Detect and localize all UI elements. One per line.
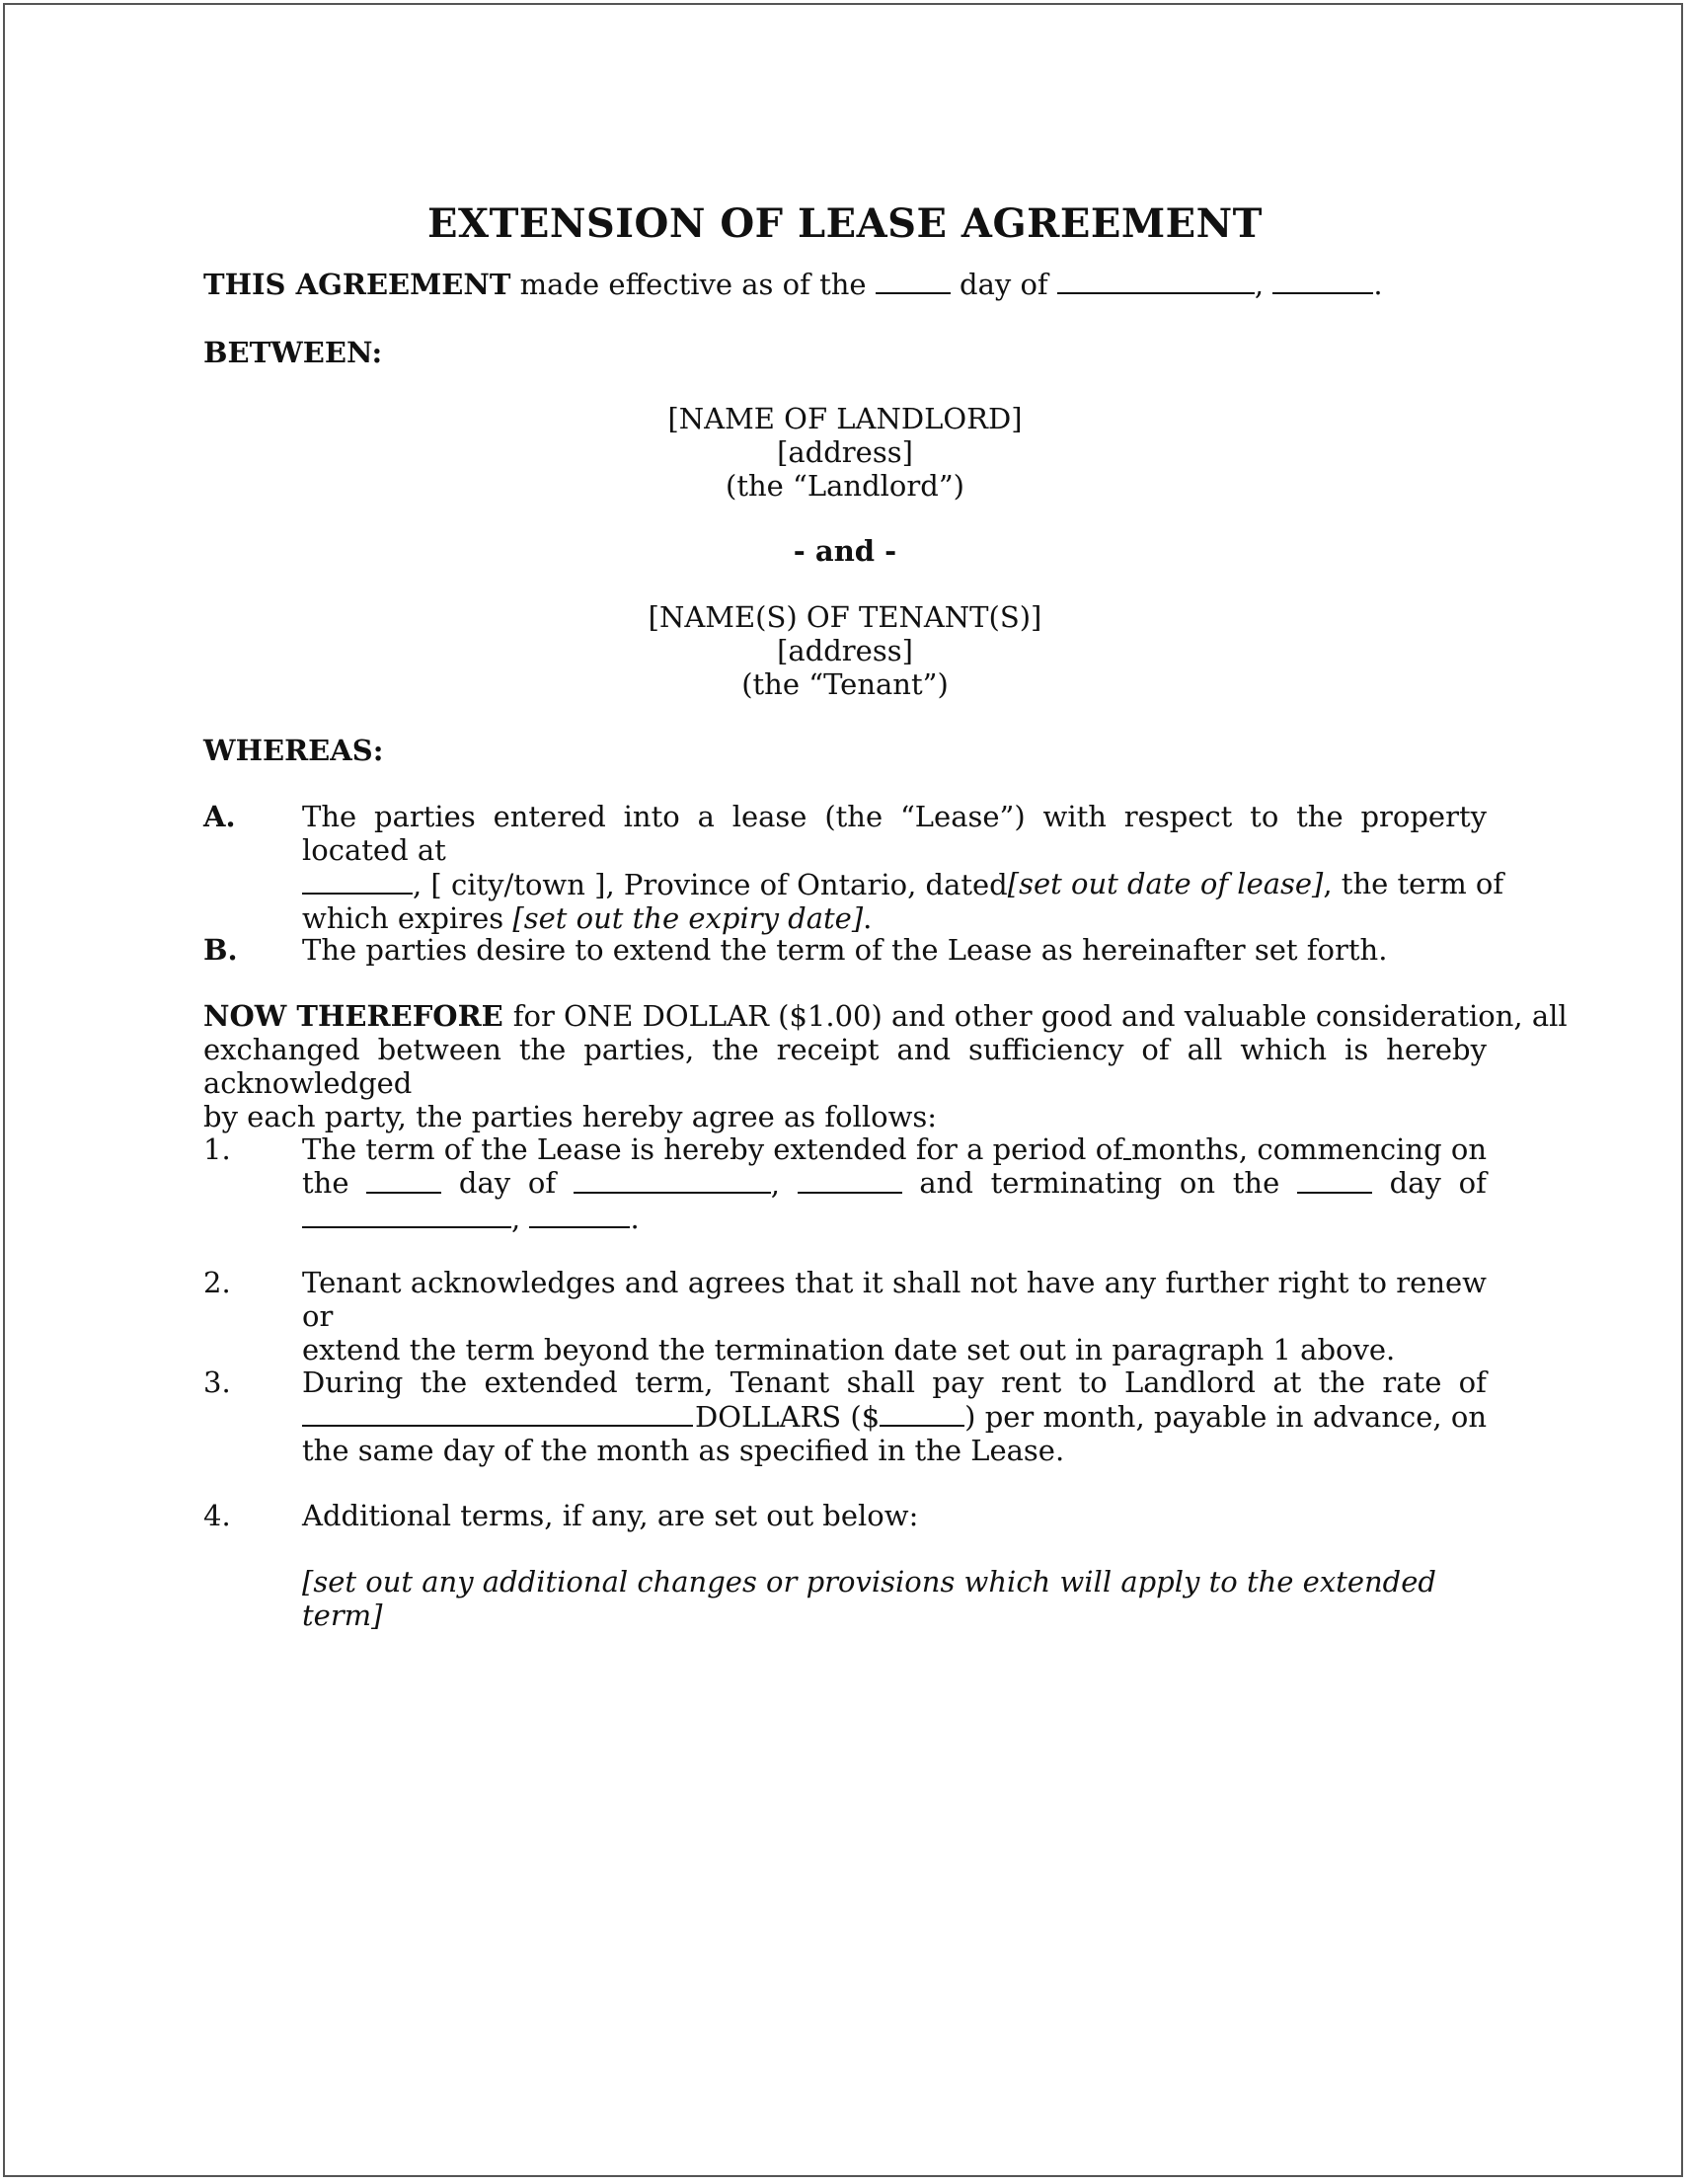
- landlord-name: [NAME OF LANDLORD]: [667, 402, 1023, 435]
- clause-1-word: of: [1458, 1166, 1487, 1200]
- commencement-day-blank[interactable]: [366, 1166, 441, 1194]
- now-therefore-line-2: exchanged between the parties, the receipt and sufficiency of all which is hereby acknowledged: [203, 1033, 1487, 1100]
- clause-3-word: rate: [1382, 1365, 1442, 1399]
- now-therefore-paragraph: [203, 999, 1568, 1133]
- clause-1-line-2: the day of , and terminating on the day of: [302, 1166, 1487, 1201]
- clause-3-word: Landlord: [1124, 1365, 1256, 1399]
- termination-day-blank[interactable]: [1297, 1166, 1372, 1194]
- termination-year-blank[interactable]: [529, 1201, 630, 1228]
- clause-1-word: terminating: [990, 1166, 1163, 1200]
- recital-a-line-3-a: which expires: [302, 901, 504, 935]
- clause-1-line-1-b: months, commencing on: [1131, 1132, 1487, 1166]
- clause-4-text: Additional terms, if any, are set out below:: [302, 1499, 919, 1532]
- clause-3-word: shall: [846, 1365, 916, 1399]
- landlord-address: [address]: [777, 435, 913, 469]
- clause-3: [302, 1365, 1487, 1467]
- clause-3-word: extended: [484, 1365, 618, 1399]
- clause-1-word: on: [1179, 1166, 1216, 1200]
- clause-3-word: to: [1078, 1365, 1108, 1399]
- effective-day-blank[interactable]: [876, 267, 951, 294]
- intro-text-2: day of: [960, 268, 1048, 301]
- effective-month-blank[interactable]: [1057, 267, 1255, 294]
- clause-3-word: pay: [932, 1365, 984, 1399]
- intro-bold: THIS AGREEMENT: [203, 268, 511, 301]
- clause-2-line-2: extend the term beyond the termination date set out in paragraph 1 above.: [302, 1333, 1396, 1366]
- recital-a-line-2: [302, 867, 1504, 901]
- clause-2-line-1: Tenant acknowledges and agrees that it shall not have any further right to renew or: [302, 1266, 1487, 1333]
- clause-3-line-3: the same day of the month as specified in the Lease.: [302, 1434, 1065, 1467]
- clause-2-label: 2.: [203, 1266, 231, 1299]
- clause-1-word: day: [1389, 1166, 1441, 1200]
- clause-3-line-2-b: ) per month, payable in advance, on: [964, 1400, 1487, 1434]
- clause-1-word: the: [1232, 1166, 1280, 1200]
- recital-a-line-3: which expires [set out the expiry date].: [302, 901, 873, 935]
- clause-1-line-1-a: The term of the Lease is hereby extended for a period of: [302, 1132, 1123, 1166]
- tenant-address: [address]: [777, 634, 913, 667]
- tenant-defined: (the “Tenant”): [741, 667, 949, 701]
- intro-text-1: made effective as of the: [519, 268, 867, 301]
- recital-a-line-1: The parties entered into a lease (the “Lease”) with respect to the property located at: [302, 800, 1487, 867]
- clause-3-label: 3.: [203, 1365, 231, 1399]
- clause-4-placeholder: [set out any additional changes or provisions which will apply to the extended term]: [302, 1565, 1436, 1632]
- lease-date-placeholder: [set out date of lease]: [1007, 867, 1324, 900]
- clause-3-word: rent: [1000, 1365, 1062, 1399]
- tenant-name: [NAME(S) OF TENANT(S)]: [648, 600, 1042, 634]
- between-heading: BETWEEN:: [203, 336, 383, 369]
- and-separator: - and -: [793, 534, 897, 568]
- recital-a-label: A.: [203, 800, 236, 833]
- rent-words-blank[interactable]: [302, 1399, 693, 1427]
- clause-1-word: of: [527, 1166, 557, 1200]
- recital-b-text: The parties desire to extend the term of the Lease as hereinafter set forth.: [302, 933, 1388, 967]
- commencement-year-blank[interactable]: [798, 1166, 902, 1194]
- commencement-month-blank[interactable]: [574, 1166, 771, 1194]
- clause-4-label: 4.: [203, 1499, 231, 1532]
- recital-a-line-2-a: , [ city/town ], Province of Ontario, dated: [413, 868, 1008, 901]
- clause-3-word: at: [1272, 1365, 1302, 1399]
- clause-3-line-1: [302, 1365, 1487, 1399]
- intro-line: THIS AGREEMENT made effective as of the day of , .: [203, 268, 1383, 301]
- clause-1: [302, 1132, 1487, 1235]
- recital-b-label: B.: [203, 933, 238, 967]
- extension-months-blank[interactable]: [1123, 1132, 1131, 1160]
- expiry-date-placeholder: [set out the expiry date]: [512, 901, 864, 935]
- clause-2: [302, 1266, 1487, 1366]
- document-title: EXTENSION OF LEASE AGREEMENT: [427, 200, 1263, 247]
- clause-3-word: the: [1318, 1365, 1366, 1399]
- now-therefore-bold: NOW THEREFORE: [203, 999, 503, 1033]
- clause-3-word: of: [1458, 1365, 1487, 1399]
- whereas-heading: WHEREAS:: [203, 734, 384, 767]
- now-therefore-line-1-text: for ONE DOLLAR ($1.00) and other good and valuable consideration, all: [512, 999, 1568, 1033]
- now-therefore-line-3: by each party, the parties hereby agree as follows:: [203, 1100, 938, 1133]
- rent-amount-blank[interactable]: [880, 1399, 964, 1427]
- landlord-defined: (the “Landlord”): [726, 469, 964, 503]
- clause-3-word: Tenant: [730, 1365, 830, 1399]
- termination-month-blank[interactable]: [302, 1201, 511, 1228]
- clause-3-line-2-a: DOLLARS ($: [694, 1400, 881, 1434]
- clause-3-word: term,: [635, 1365, 714, 1399]
- clause-1-line-1: [302, 1132, 1487, 1166]
- clause-1-line-3: , .: [302, 1201, 1487, 1235]
- clause-3-word: During: [302, 1365, 404, 1399]
- recital-a-line-2-b: , the term of: [1323, 867, 1504, 900]
- effective-year-blank[interactable]: [1272, 267, 1373, 294]
- recital-a: [302, 800, 1504, 935]
- clause-3-word: the: [420, 1365, 468, 1399]
- clause-3-line-2: [302, 1399, 1487, 1434]
- now-therefore-line-1: [203, 999, 1568, 1033]
- clause-1-word: and: [919, 1166, 973, 1200]
- property-address-blank[interactable]: [302, 867, 413, 895]
- clause-1-label: 1.: [203, 1132, 231, 1166]
- clause-1-word: day: [458, 1166, 511, 1200]
- clause-1-word: the: [302, 1166, 349, 1200]
